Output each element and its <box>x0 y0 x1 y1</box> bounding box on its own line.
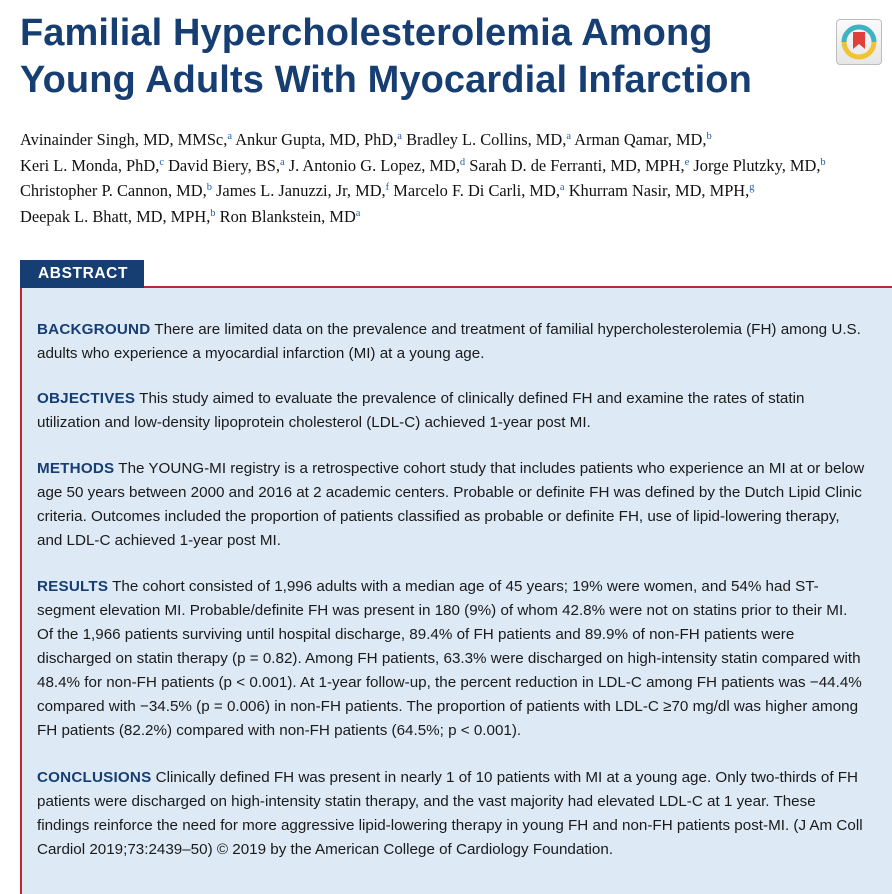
section-heading: CONCLUSIONS <box>37 769 152 786</box>
author-name[interactable]: Marcelo F. Di Carli, MD, <box>393 181 560 200</box>
author-name[interactable]: Christopher P. Cannon, MD, <box>20 181 207 200</box>
author-name[interactable]: Sarah D. de Ferranti, MD, MPH, <box>469 155 685 175</box>
affiliation-marker[interactable]: a <box>566 131 571 142</box>
author-name[interactable]: Avinainder Singh, MD, MMSc, <box>20 130 228 149</box>
section-heading: BACKGROUND <box>37 321 151 338</box>
abstract-divider <box>20 286 892 288</box>
section-text: This study aimed to evaluate the prevalence of clinically defined FH and examine the rates of statin utilization and low-density lipoprotein cholesterol (LDL-C) achieved 1-year post MI. <box>37 390 805 431</box>
author-list <box>20 127 888 229</box>
section-text: The YOUNG-MI registry is a retrospective cohort study that includes patients who experience an MI at or below age 50 years between 2000 and 2016 at 2 academic centers. Probable or definite FH was defined by the Dutch Lipid Clinic criteria. Outcomes included the proportion of patients classified as probable or definite FH, use of lipid-lowering therapy, and LDL-C achieved 1-year post MI. <box>37 460 865 549</box>
section-text: The cohort consisted of 1,996 adults with a median age of 45 years; 19% were women, and 54% had ST-segment elevation MI. Probable/definite FH was present in 180 (9%) of whom 42.8% were not on statins prior to their MI. Of the 1,966 patients surviving until hospital discharge, 89.4% of FH patients and 89.9% of non-FH patients were discharged on statin therapy (p = 0.82). Among FH patients, 63.3% were discharged on high-intensity statin compared with 48.4% for non-FH patients (p < 0.001). At 1-year follow-up, the percent reduction in LDL-C among FH patients was −44.4% compared with −34.5% (p = 0.006) in non-FH patients. The proportion of patients with LDL-C ≥70 mg/dl was higher among FH patients (82.2%) compared with non-FH patients (64.5%; p < 0.001). <box>37 578 862 739</box>
affiliation-marker[interactable]: b <box>820 156 826 168</box>
section-heading: METHODS <box>37 460 115 477</box>
affiliation-marker[interactable]: d <box>459 156 466 168</box>
section-heading: OBJECTIVES <box>37 390 136 407</box>
author-name[interactable]: James L. Januzzi, Jr, MD, <box>216 181 386 200</box>
abstract-conclusions <box>37 766 865 862</box>
affiliation-marker[interactable]: a <box>227 131 232 142</box>
affiliation-marker[interactable]: b <box>706 131 712 142</box>
affiliation-marker[interactable]: b <box>210 207 216 219</box>
section-text: There are limited data on the prevalence and treatment of familial hypercholesterolemia (FH) among U.S. adults who experience a myocardial infarction (MI) at a young age. <box>37 321 861 362</box>
author-name[interactable]: Deepak L. Bhatt, MD, MPH, <box>20 206 211 226</box>
crossmark-icon <box>841 24 877 60</box>
author-name[interactable]: Arman Qamar, MD, <box>574 130 707 149</box>
affiliation-marker[interactable]: a <box>559 182 565 193</box>
author-name[interactable]: David Biery, BS, <box>168 155 280 175</box>
crossmark-button[interactable] <box>836 19 882 65</box>
author-name[interactable]: Jorge Plutzky, MD, <box>693 155 821 175</box>
article-title: Familial Hypercholesterolemia Among Young Adults With Myocardial Infarction <box>20 12 752 101</box>
affiliation-marker[interactable]: e <box>684 156 690 168</box>
author-name[interactable]: Khurram Nasir, MD, MPH, <box>568 181 750 200</box>
abstract-background <box>37 318 865 366</box>
affiliation-marker[interactable]: f <box>385 182 390 193</box>
author-name[interactable]: Bradley L. Collins, MD, <box>406 130 567 149</box>
affiliation-marker[interactable]: a <box>397 131 402 142</box>
section-heading: RESULTS <box>37 578 109 595</box>
author-name[interactable]: Ron Blankstein, MD <box>219 206 356 226</box>
author-name[interactable]: Ankur Gupta, MD, PhD, <box>235 130 398 149</box>
affiliation-marker[interactable]: g <box>749 182 755 193</box>
affiliation-marker[interactable]: a <box>355 207 361 219</box>
author-name[interactable]: Keri L. Monda, PhD, <box>20 155 160 175</box>
affiliation-marker[interactable]: c <box>159 156 164 168</box>
abstract-objectives <box>37 387 865 435</box>
abstract-label: ABSTRACT <box>20 260 144 288</box>
affiliation-marker[interactable]: b <box>206 182 212 193</box>
affiliation-marker[interactable]: a <box>279 156 285 168</box>
abstract-methods <box>37 457 865 553</box>
author-name[interactable]: J. Antonio G. Lopez, MD, <box>288 155 460 175</box>
abstract-results <box>37 575 865 743</box>
section-text: Clinically defined FH was present in nearly 1 of 10 patients with MI at a young age. Only two-thirds of FH patients were discharged on high-intensity statin therapy, and the vast majority had elevated LDL-C at 1 year. These findings reinforce the need for more aggressive lipid-lowering therapy in young FH and non-FH patients post-MI. (J Am Coll Cardiol 2019;73:2439–50) © 2019 by the American College of Cardiology Foundation. <box>37 769 863 858</box>
